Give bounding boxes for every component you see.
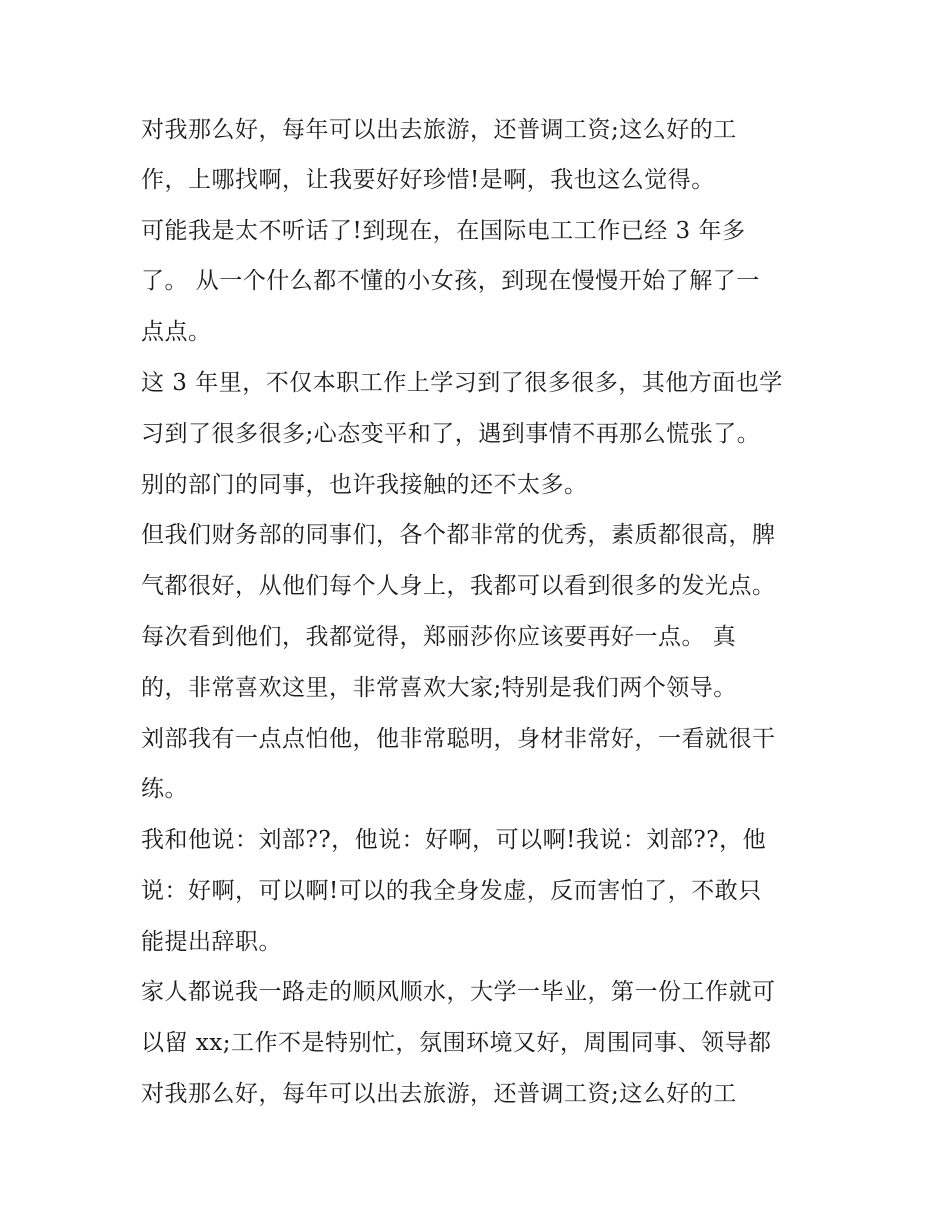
text-line: 可能我是太不听话了!到现在，在国际电工工作已经 3 年多 (141, 218, 746, 244)
text-line: 每次看到他们，我都觉得，郑丽莎你应该要再好一点。 真 (141, 624, 737, 650)
text-line: 家人都说我一路走的顺风顺水，大学一毕业，第一份工作就可 (141, 979, 776, 1005)
text-line: 以留 xx;工作不是特别忙，氛围环境又好，周围同事、领导都 (141, 1030, 772, 1056)
text-line: 但我们财务部的同事们，各个都非常的优秀，素质都很高，脾 (141, 522, 776, 548)
text-line: 气都很好，从他们每个人身上，我都可以看到很多的发光点。 (141, 573, 776, 599)
text-line: 对我那么好，每年可以出去旅游，还普调工资;这么好的工 (141, 1081, 737, 1107)
text-line: 作，上哪找啊，让我要好好珍惜!是啊，我也这么觉得。 (141, 167, 715, 193)
text-line: 习到了很多很多;心态变平和了，遇到事情不再那么慌张了。 (141, 421, 761, 447)
text-line: 说：好啊，可以啊!可以的我全身发虚，反而害怕了，不敢只 (141, 878, 762, 904)
text-line: 点点。 (141, 319, 212, 345)
text-line: 的，非常喜欢这里，非常喜欢大家;特别是我们两个领导。 (141, 675, 737, 701)
text-line: 能提出辞职。 (141, 929, 282, 955)
text-line: 这 3 年里，不仅本职工作上学习到了很多很多，其他方面也学 (141, 370, 783, 396)
text-line: 别的部门的同事，也许我接触的还不太多。 (141, 472, 588, 498)
text-line: 了。 从一个什么都不懂的小女孩，到现在慢慢开始了解了一 (141, 268, 760, 294)
text-line: 我和他说：刘部??，他说：好啊，可以啊!我说：刘部??，他 (141, 827, 767, 853)
text-line: 练。 (141, 776, 188, 802)
text-line: 对我那么好，每年可以出去旅游，还普调工资;这么好的工 (141, 117, 737, 143)
text-line: 刘部我有一点点怕他，他非常聪明，身材非常好，一看就很干 (141, 726, 776, 752)
